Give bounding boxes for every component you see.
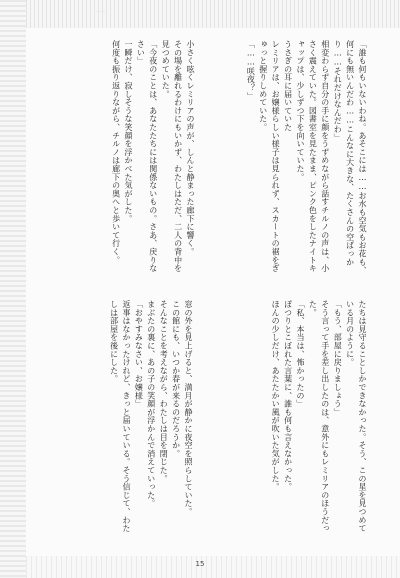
paragraph: まぶたの裏に、あの子の笑顔が浮かんで消えていった。 <box>146 300 156 508</box>
page-edge-top <box>26 0 400 28</box>
paragraph: 「……咲夜？」 <box>246 40 256 101</box>
paragraph: 相変わらず自分の手に顔をうずめながら話すチルノの声は、小さく震えていた。図書室を見たまま、ピンク色をしたナイトキャップは、少しずつ下を向いていた。 <box>295 40 330 273</box>
paragraph: ぽつりとこぼれた言葉に、誰も何も言えなかった。 <box>283 300 293 491</box>
page-edge-left <box>0 0 26 578</box>
page-number: 15 <box>195 560 205 568</box>
paragraph: たちは見守ることしかできなかった。そう、この星を見つめている月のように。 <box>345 300 367 533</box>
paragraph: そう言って手を差し出したのは、意外にもレミリアのほうだった。 <box>308 300 330 533</box>
paragraph: 「もう、部屋に戻りましょう」 <box>333 300 343 417</box>
paragraph: 小さく呟くレミリアの声が、しんと静まった廊下に響く。 <box>186 40 195 256</box>
paragraph: 「今夜のことは、あなたたちには関係ないもの。さあ、戻りなさい」 <box>136 40 158 273</box>
paragraph: この館にも、いつか春が来るのだろうか。 <box>171 300 181 458</box>
paragraph: レミリアは、お嬢様らしい様子は見られず、スカートの裾をぎゅっと握りしめていた。 <box>258 40 281 273</box>
paragraph: 窓の外を見上げると、満月が静かに夜空を照らしていた。 <box>184 300 193 516</box>
text-block-upper-left <box>46 40 196 278</box>
text-block-lower-left <box>44 300 194 538</box>
text-block-upper-right <box>200 40 368 278</box>
paragraph: その場を離れるわけにもいかず、わたしはただ、二人の背中を見つめていた。 <box>161 40 183 273</box>
paragraph: 「私、本当は、怖かったの」 <box>295 300 305 408</box>
paragraph: そんなことを考えながら、わたしは目を閉じた。 <box>159 300 169 483</box>
text-block-lower-right <box>198 300 368 538</box>
paragraph: ほんの少しだけ、あたたかい風が吹いた気がした。 <box>271 300 281 491</box>
paragraph: 何度も振り返りながら、チルノは廊下の奥へと歩いて行く。 <box>111 40 121 265</box>
paragraph: うさぎの耳に届いていた <box>283 40 293 132</box>
paragraph: 一瞬だけ、寂しそうな笑顔を浮かべた気がした。 <box>123 40 133 223</box>
paragraph: 「誰も何もいないわね。あそこには……お水も空気もお花も、何にも無いんだわ……こんなに大きな、たくさんの空ばっかり……それだけなんだわ」 <box>333 40 367 275</box>
paragraph: 「おやすみなさい、お嬢様」 <box>134 300 144 408</box>
paragraph: 返事はなかったけれど、きっと届いている。そう信じて、わたしは部屋を後にした。 <box>109 300 131 533</box>
